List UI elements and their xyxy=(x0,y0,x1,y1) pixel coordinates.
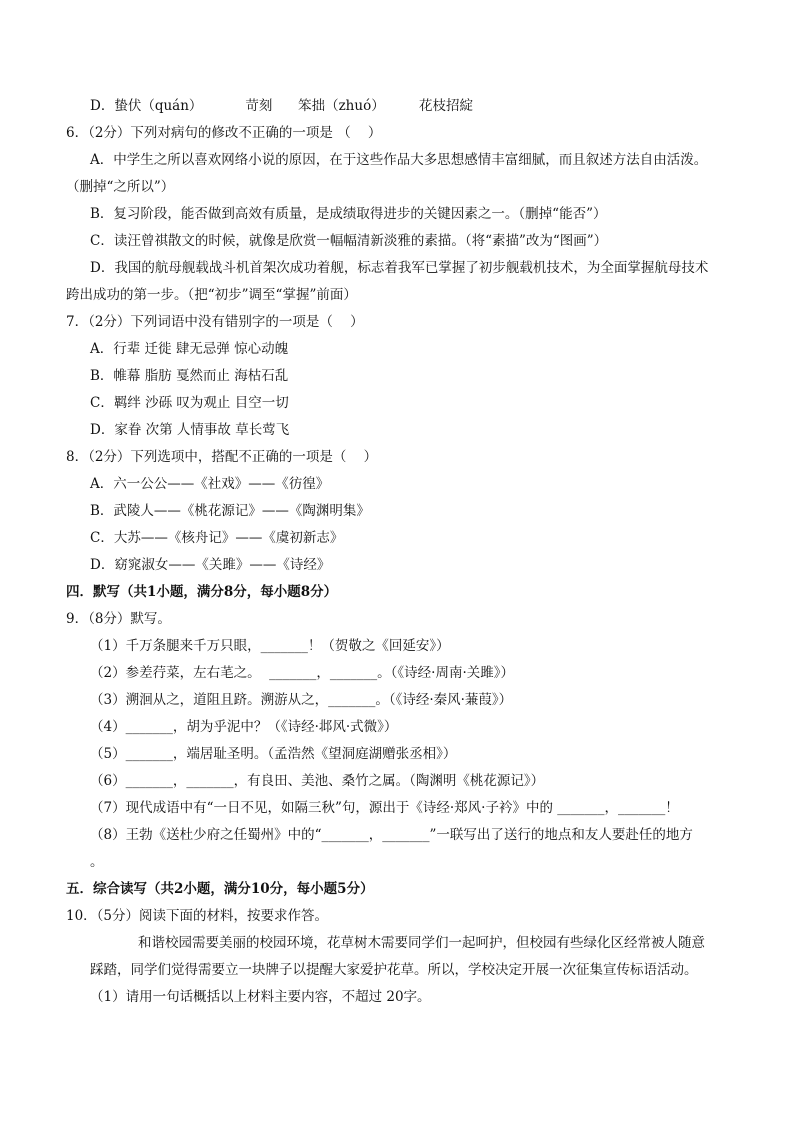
text-line: 。 xyxy=(90,854,104,870)
text-line: B．复习阶段，能否做到高效有质量，是成绩取得进步的关键因素之一。（删掉“能否”） xyxy=(90,206,607,222)
text-line: C．大苏——《核舟记》——《虞初新志》 xyxy=(90,530,344,546)
text-line: 跨出成功的第一步。（把“初步”调至“掌握”前面） xyxy=(66,287,357,303)
text-line: （6）_______，_______，有良田、美池、桑竹之属。（陶渊明《桃花源记》） xyxy=(90,773,545,789)
text-line: 四．默写（共1小题，满分8分，每小题8分） xyxy=(66,584,338,600)
text-line: D．我国的航母舰载战斗机首架次成功着舰，标志着我军已掌握了初步舰载机技术，为全面掌握航母技术 xyxy=(90,260,709,276)
text-line: 踩踏，同学们觉得需要立一块牌子以提醒大家爱护花草。所以，学校决定开展一次征集宣传标语活动。 xyxy=(90,962,698,978)
text-line: （4）_______，胡为乎泥中？（《诗经·邶风·式微》） xyxy=(90,719,398,735)
text-line: C．羁绊 沙砾 叹为观止 目空一切 xyxy=(90,395,289,411)
text-line: （2）参差荇菜，左右芼之。 _______，_______。（《诗经·周南·关雎》） xyxy=(90,665,515,681)
text-line: D．蛰伏（quán） 苛刻 笨拙（zhuó） 花枝招綻 xyxy=(90,98,474,114)
text-line: 7．（2分）下列词语中没有错别字的一项是（ ） xyxy=(66,314,364,330)
text-line: （5）_______，端居耻圣明。（孟浩然《望洞庭湖赠张丞相》） xyxy=(90,746,457,762)
text-line: （3）溯洄从之，道阻且跻。溯游从之，_______。（《诗经·秦风·蒹葭》） xyxy=(90,692,513,708)
text-line: A．行辈 迁徙 肆无忌弹 惊心动魄 xyxy=(90,341,289,357)
text-line: （8）王勃《送杜少府之任蜀州》中的“_______，_______”一联写出了送行的地点和友人要赴任的地方 xyxy=(90,827,693,843)
text-line: D．窈窕淑女——《关雎》——《诗经》 xyxy=(90,557,331,573)
text-line: （删掉“之所以”） xyxy=(66,179,175,195)
text-line: A．中学生之所以喜欢网络小说的原因，在于这些作品大多思想感情丰富细腻，而且叙述方法自由活泼。 xyxy=(90,152,708,168)
text-line: C．读汪曾祺散文的时候，就像是欣赏一幅幅清新淡雅的素描。（将“素描”改为“图画”） xyxy=(90,233,608,249)
text-line: B．武陵人——《桃花源记》——《陶渊明集》 xyxy=(90,503,370,519)
text-line: 8．（2分）下列选项中，搭配不正确的一项是（ ） xyxy=(66,449,378,465)
text-line: D．家眷 次第 人情事故 草长莺飞 xyxy=(90,422,290,438)
text-line: 6．（2分）下列对病句的修改不正确的一项是 （ ） xyxy=(66,125,382,141)
text-line: 和谐校园需要美丽的校园环境，花草树木需要同学们一起呵护，但校园有些绿化区经常被人随意 xyxy=(138,935,705,951)
text-line: （1）请用一句话概括以上材料主要内容，不超过 20字。 xyxy=(90,989,431,1005)
text-line: （1）千万条腿来千万只眼，_______！（贺敬之《回延安》） xyxy=(90,638,450,654)
text-line: （7）现代成语中有“一日不见，如隔三秋”句，源出于《诗经·郑风·子衿》中的 _______，_______！ xyxy=(90,800,679,816)
text-line: 10．（5分）阅读下面的材料，按要求作答。 xyxy=(66,908,329,924)
text-line: 五．综合读写（共2小题，满分10分，每小题5分） xyxy=(66,881,374,897)
text-line: 9．（8分）默写。 xyxy=(66,611,171,627)
text-line: B．帷幕 脂肪 戛然而止 海枯石乱 xyxy=(90,368,289,384)
text-line: A．六一公公——《社戏》——《彷徨》 xyxy=(90,476,330,492)
